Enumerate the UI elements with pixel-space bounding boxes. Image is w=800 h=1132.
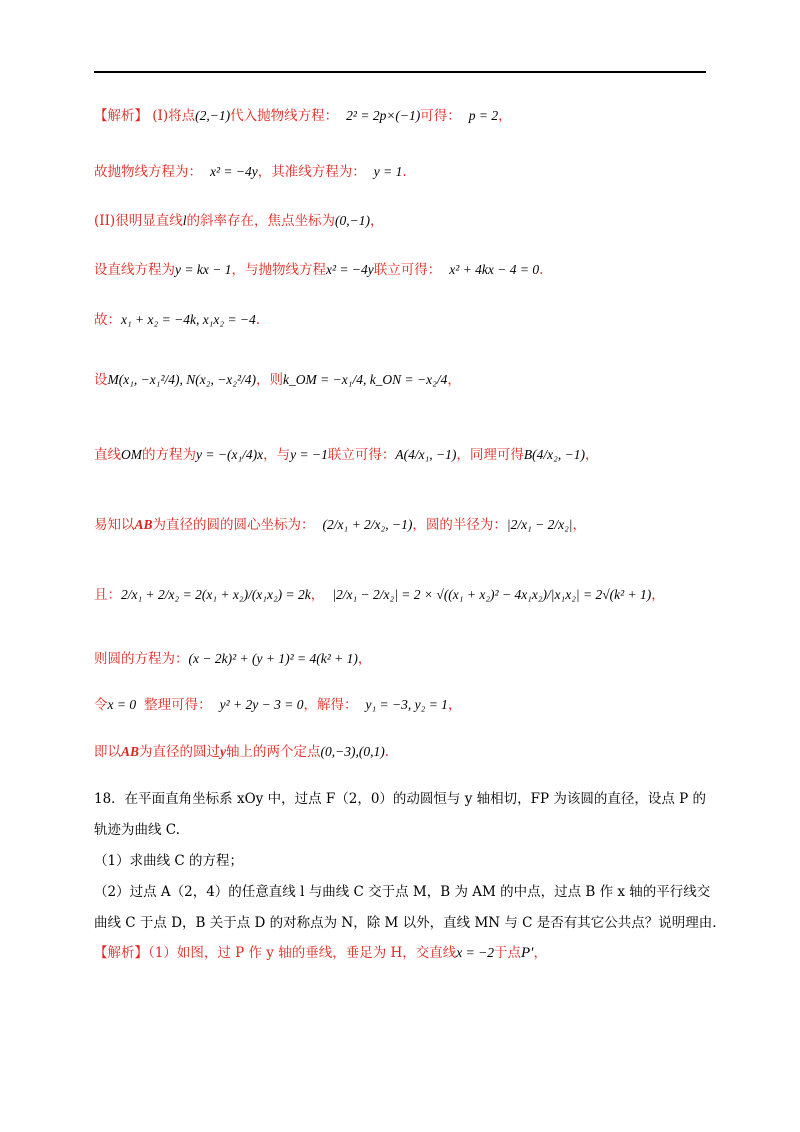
text: . <box>539 262 544 278</box>
text: 联立可得： <box>373 262 442 278</box>
math: (2/x₁ + 2/x₂, −1) <box>322 517 413 532</box>
math: x² = −4y <box>210 164 258 179</box>
text: 直线 <box>94 447 121 463</box>
math: y² + 2y − 3 = 0 <box>219 697 304 712</box>
math: x² = −4y <box>325 262 374 277</box>
math: x₁ + x₂ = −4k, x₁x₂ = −4 <box>121 312 256 327</box>
text: ， <box>572 517 587 533</box>
solution-line-3 <box>94 209 383 229</box>
text: 设直线方程为 <box>94 262 175 278</box>
text: ，解得： <box>303 697 358 713</box>
math: AB <box>121 744 140 759</box>
text: 整理可得： <box>144 697 212 713</box>
math: P′ <box>521 945 534 961</box>
header-rule <box>94 71 706 73</box>
math: A(4/x₁, −1) <box>395 447 457 462</box>
text: ， <box>369 213 384 229</box>
text: 的方程为 <box>142 447 196 463</box>
math: 2² = 2p×(−1) <box>346 108 421 123</box>
math: y₁ = −3, y₂ = 1 <box>365 697 448 712</box>
problem-18-part-2-line-1: （2）过点 A（2，4）的任意直线 l 与曲线 C 交于点 M，B 为 AM 的中点，过点 B 作 x 轴的平行线交 <box>94 884 711 900</box>
text: 则圆的方程为： <box>94 651 189 667</box>
text: . <box>255 312 261 328</box>
solution-line-2 <box>94 160 407 180</box>
text: 令 <box>94 697 108 713</box>
text: ，与抛物线方程 <box>231 262 326 278</box>
solution-line-11 <box>94 693 461 713</box>
math: (x − 2k)² + (y + 1)² = 4(k² + 1) <box>188 651 358 666</box>
math: |2/x₁ − 2/x₂| <box>506 517 573 532</box>
math: p = 2 <box>468 108 499 123</box>
solution-line-10 <box>94 647 371 667</box>
text: ， <box>357 651 372 667</box>
math: x = −2 <box>456 945 494 960</box>
text: 轴上的两个定点 <box>226 744 321 760</box>
math: x² + 4kx − 4 = 0 <box>449 262 540 277</box>
math: x = 0 <box>107 697 137 712</box>
solution-line-12 <box>94 740 389 760</box>
math: y = −1 <box>290 447 328 462</box>
problem-18-line-2: 轨迹为曲线 C. <box>94 822 180 838</box>
text: 于点 <box>494 945 521 961</box>
text: 代入抛物线方程： <box>230 108 339 124</box>
math: k_OM = −x₁/4, k_ON = −x₂/4 <box>283 372 448 387</box>
problem-18-part-2-line-2: 曲线 C 于点 D，B 关于点 D 的对称点为 N，除 M 以外，直线 MN 与 C 是否有其它公共点？说明理由. <box>94 915 717 931</box>
math: M(x₁, −x₁²/4), N(x₂, −x₂²/4) <box>107 372 257 387</box>
solution-line-4 <box>94 258 543 278</box>
text: ， <box>533 945 547 961</box>
solution-line-8 <box>94 513 586 533</box>
math: y = −(x₁/4)x <box>196 447 264 462</box>
text: 故： <box>94 312 121 328</box>
solution-line-6 <box>94 368 461 388</box>
text: ， <box>498 108 512 124</box>
text: ， <box>651 587 665 603</box>
text: ，则 <box>256 372 284 388</box>
text: 易知以 <box>94 517 135 533</box>
text: 【解析】（1）如图，过 P 作 y 轴的垂线，垂足为 H，交直线 <box>94 945 457 961</box>
text: . <box>384 744 390 760</box>
text: ， <box>584 447 599 463</box>
problem-18-part-1: （1）求曲线 C 的方程； <box>94 853 244 869</box>
text: 为直径的圆的圆心坐标为： <box>152 517 315 533</box>
text: ， <box>447 697 462 713</box>
text: 故抛物线方程为： <box>94 164 202 180</box>
math: y = 1 <box>373 164 403 179</box>
math: OM <box>121 447 142 462</box>
text: 且： <box>94 587 121 603</box>
solution-line-9 <box>94 583 665 603</box>
text: 即以 <box>94 744 121 760</box>
text: 【解析】 (I)将点 <box>94 108 196 124</box>
math: (2,−1) <box>195 108 231 123</box>
math: l <box>182 213 187 228</box>
text: 设 <box>94 372 108 388</box>
text: 可得： <box>420 108 461 124</box>
solution-line-5 <box>94 308 260 328</box>
math: y <box>220 744 227 759</box>
math: |2/x₁ − 2/x₂| = 2 × √((x₁ + x₂)² − 4x₁x₂)/|x₁x₂| = 2√(k² + 1) <box>332 587 652 602</box>
text: ， <box>447 372 461 388</box>
math: 2/x₁ + 2/x₂ = 2(x₁ + x₂)/(x₁x₂) = 2k <box>121 587 311 602</box>
text: ，同理可得 <box>456 447 524 463</box>
math: y = kx − 1 <box>175 262 232 277</box>
text: (II)很明显直线 <box>94 213 183 229</box>
problem-18-line-1: 18．在平面直角坐标系 xOy 中，过点 F（2，0）的动圆恒与 y 轴相切，FP 为该圆的直径，设点 P 的 <box>94 791 707 807</box>
text: ，圆的半径为： <box>412 517 507 533</box>
math: AB <box>134 517 153 532</box>
text: 为直径的圆过 <box>139 744 221 760</box>
text: 的斜率存在，焦点坐标为 <box>186 213 335 229</box>
text: ， <box>310 587 325 603</box>
solution-line-1 <box>94 104 512 124</box>
problem-18-solution-line-1 <box>94 941 547 962</box>
text: 联立可得： <box>327 447 396 463</box>
math: (0,−3),(0,1) <box>320 744 385 759</box>
text: . <box>402 164 407 180</box>
math: (0,−1) <box>334 213 370 228</box>
text: ，其准线方程为： <box>257 164 366 180</box>
text: ，与 <box>263 447 291 463</box>
solution-line-7 <box>94 443 598 463</box>
math: B(4/x₂, −1) <box>523 447 585 462</box>
